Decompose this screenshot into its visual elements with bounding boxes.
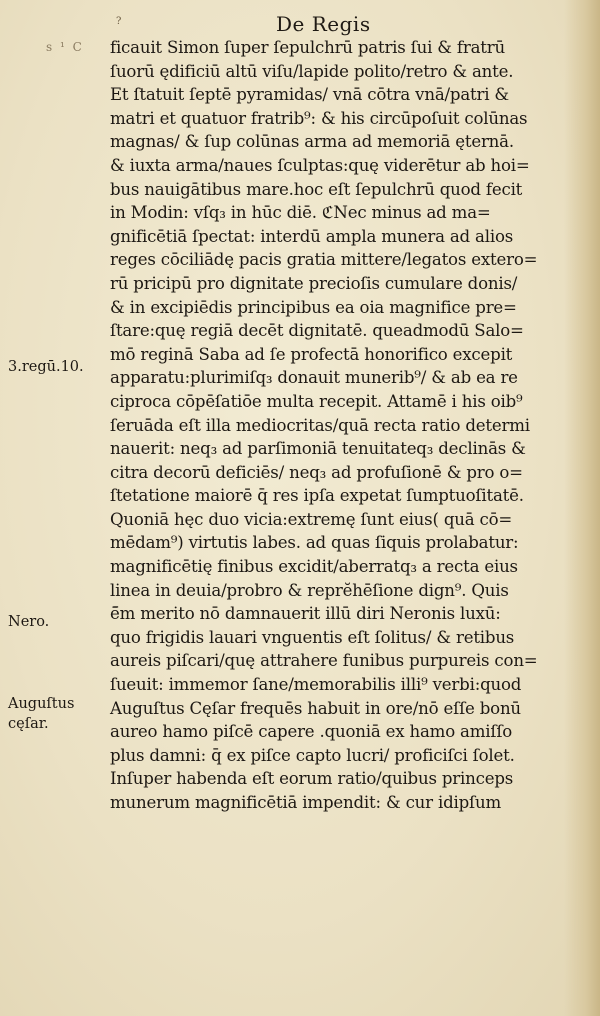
margin-note-text: Auguſtus	[8, 696, 75, 712]
text-line: ſeruāda eſt illa mediocritas/quā recta ratio determi	[110, 415, 530, 435]
text-line: Et ſtatuit ſeptē pyramidas/ vnā cōtra vnā/patri &	[110, 85, 509, 105]
text-line: Quoniā hęc duo vicia:extremę ſunt eius( quā cō=	[110, 509, 513, 529]
text-line: & iuxta arma/naues ſculptas:quę viderētur ab hoi=	[110, 155, 530, 175]
text-line: mēdam⁹) virtutis labes. ad quas ſiquis prolabatur:	[110, 533, 519, 553]
margin-note-text: 3.regū.10.	[8, 359, 84, 375]
corner-mark: s ¹ C	[46, 40, 84, 54]
text-line: apparatu:plurimiſq₃ donauit munerib⁹/ & ab ea re	[110, 368, 518, 388]
margin-note-text: cęſar.	[8, 716, 49, 732]
margin-note-text: Nero.	[8, 614, 50, 630]
text-line: reges cōciliādę pacis gratia mittere/legatos extero=	[110, 250, 538, 270]
text-line: Auguſtus Cęſar frequēs habuit in ore/nō eſſe bonū	[110, 698, 521, 718]
text-line: & in excipiēdis principibus ea oia magnifice pre=	[110, 297, 517, 317]
text-line: magnificētię finibus excidit/aberratq₃ a recta eius	[110, 557, 518, 577]
text-line: citra decorū deficiēs/ neq₃ ad profuſionē & pro o=	[110, 462, 523, 482]
page-mark: ?	[116, 16, 122, 27]
margin-note-nero	[8, 612, 49, 632]
margin-note-reference	[8, 357, 84, 377]
text-line: ſtare:quę regiā decēt dignitatē. queadmodū Salo=	[110, 321, 524, 341]
text-line: gnificētiā ſpectat: interdū ampla munera ad alios	[110, 226, 514, 246]
text-line: Inſuper habenda eſt eorum ratio/quibus princeps	[110, 769, 514, 789]
text-line: matri et quatuor fratrib⁹: & his circūpoſuit colūnas	[110, 108, 528, 128]
text-line: ſueuit: immemor ſane/memorabilis illi⁹ verbi:quod	[110, 675, 522, 695]
text-line: aureis piſcari/quę attrahere funibus purpureis con=	[110, 651, 538, 671]
text-line: bus nauigātibus mare.hoc eſt ſepulchrū quod fecit	[110, 179, 523, 199]
text-line: ficauit Simon ſuper ſepulchrū patris ſui & fratrū	[110, 38, 505, 57]
text-line: ciproca cōpēſatiōe multa recepit. Attamē i his oib⁹	[110, 391, 523, 411]
text-line: munerum magnificētiā impendit: & cur idipſum	[110, 793, 501, 812]
text-line: ſtetatione maiorē q̄ res ipſa expetat ſumptuoſitatē.	[110, 486, 524, 506]
body-text	[110, 36, 572, 815]
text-line: aureo hamo piſcē capere .quoniā ex hamo amiſſo	[110, 722, 513, 742]
text-line: magnas/ & ſup colūnas arma ad memoriā ęternā.	[110, 132, 514, 152]
text-line: quo frigidis lauari vnguentis eſt ſolitus/ & retibus	[110, 627, 515, 647]
running-head: De Regis	[276, 12, 371, 36]
text-line: mō reginā Saba ad ſe profectā honorifico excepit	[110, 344, 513, 364]
text-line: plus damni: q̄ ex piſce capto lucri/ proficiſci ſolet.	[110, 745, 515, 765]
text-line: rū pricipū pro dignitate precioſis cumulare donis/	[110, 273, 518, 293]
text-line: nauerit: neq₃ ad parſimoniā tenuitateq₃ declinās &	[110, 439, 526, 459]
text-line: linea in deuia/probro & reprĕhēſione dign⁹. Quis	[110, 580, 509, 600]
text-line: in Modin: vſq₃ in hūc diē. ℭNec minus ad ma=	[110, 203, 491, 223]
margin-note-augustus	[8, 694, 74, 734]
text-line: ē̄m merito nō damnauerit illū diri Neronis luxū:	[110, 604, 501, 624]
text-line: ſuorū ędificiū altū viſu/lapide polito/retro & ante.	[110, 61, 514, 81]
